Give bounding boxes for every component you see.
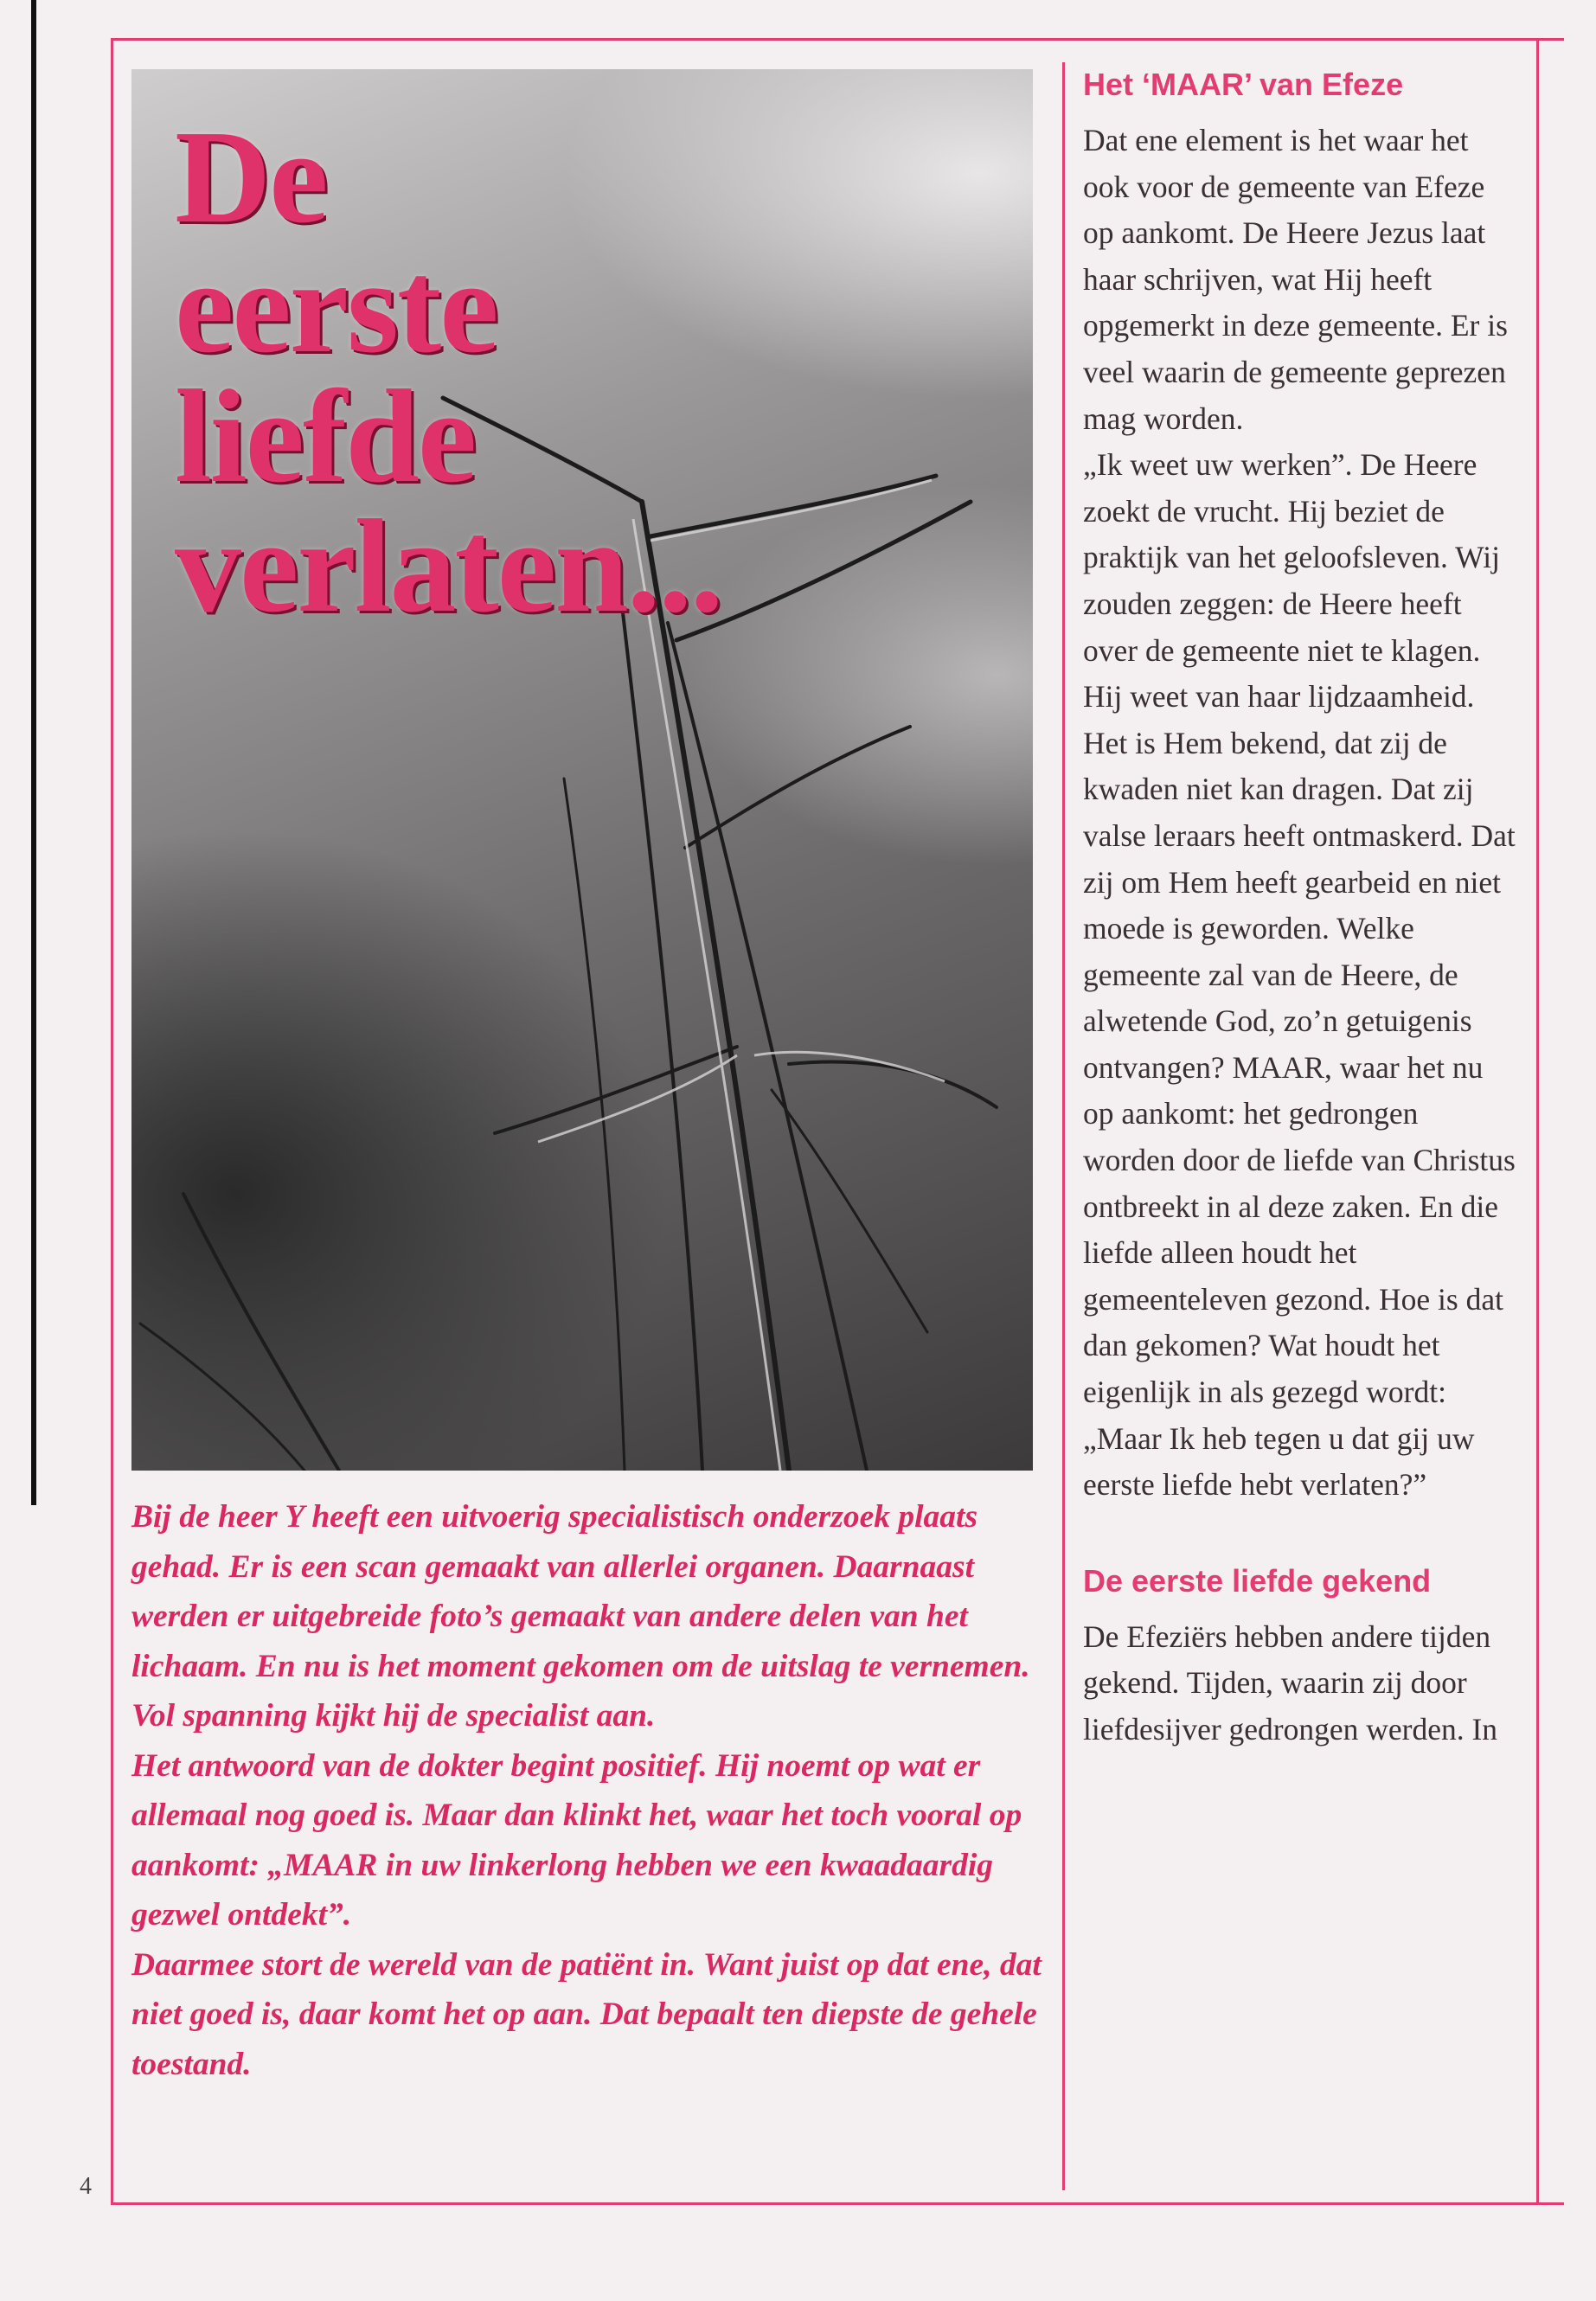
page-number: 4 [80,2173,92,2200]
sidebar-paragraph-2: De Efeziërs hebben andere tijden gekend. Tijden, waarin zij door liefdesijver gedrongen werden. In [1083,1618,1498,1747]
frame-right-border [1536,38,1539,2205]
column-divider [1062,62,1065,2190]
headline-line-3: liefde [175,363,476,510]
sidebar-text-2 [1083,1614,1516,1753]
reed-photo [131,69,1033,1471]
headline-line-4: verlaten... [175,493,722,640]
sidebar-paragraph-1b: „Ik weet uw werken”. De Heere zoekt de vrucht. Hij beziet de praktijk van het geloofsleven. Wij zouden zeggen: de Heere heeft over de gemeente niet te klagen. Hij weet van haar lijdzaamheid. Het is Hem bekend, dat zij de kwaden niet kan dragen. Dat zij valse leraars heeft ontmaskerd. Dat zij om Hem heeft gearbeid en niet moede is geworden. Welke gemeente zal van de Heere, de alwetende God, zo’n getuigenis ontvangen? MAAR, waar het nu op aankomt: het gedrongen worden door de liefde van Christus ontbreekt in al deze zaken. En die liefde alleen houdt het gemeenteleven gezond. Hoe is dat dan gekomen? Wat houdt het eigenlijk in als gezegd wordt: „Maar Ik heb tegen u dat gij uw eerste liefde hebt verlaten?” [1083,447,1516,1503]
intro-paragraph-1: Bij de heer Y heeft een uitvoerig specialistisch onderzoek plaats gehad. Er is een scan gemaakt van allerlei organen. Daarnaast werden er uitgebreide foto’s gemaakt van andere delen van het lichaam. En nu is het moment gekomen om de uitslag te vernemen. Vol spanning kijkt hij de specialist aan. [131,1499,1030,1734]
sidebar-column [1083,62,1516,1753]
sidebar-text-1 [1083,118,1516,1509]
binder-edge [31,0,36,1505]
intro-paragraph-2: Het antwoord van de dokter begint positief. Hij noemt op wat er allemaal nog goed is. Maar dan klinkt het, waar het toch vooral op aankomt: „MAAR in uw linkerlong hebben we een kwaadaardig gezwel ontdekt”. [131,1747,1022,1932]
sidebar-heading-1: Het ‘MAAR’ van Efeze [1083,67,1404,102]
intro-text [131,1492,1048,2089]
headline-line-2: eerste [175,234,497,381]
sidebar-paragraph-1a: Dat ene element is het waar het ook voor de gemeente van Efeze op aankomt. De Heere Jezus laat haar schrijven, wat Hij heeft opgemerkt in deze gemeente. Er is veel waarin de gemeente geprezen mag worden. [1083,123,1508,436]
headline-line-1: De [175,104,327,251]
intro-paragraph-3: Daarmee stort de wereld van de patiënt in. Want juist op dat ene, dat niet goed is, daar komt het op aan. Dat bepaalt ten diepste de gehele toestand. [131,1946,1042,2082]
headline [175,104,722,640]
sidebar-heading-2: De eerste liefde gekend [1083,1562,1432,1599]
